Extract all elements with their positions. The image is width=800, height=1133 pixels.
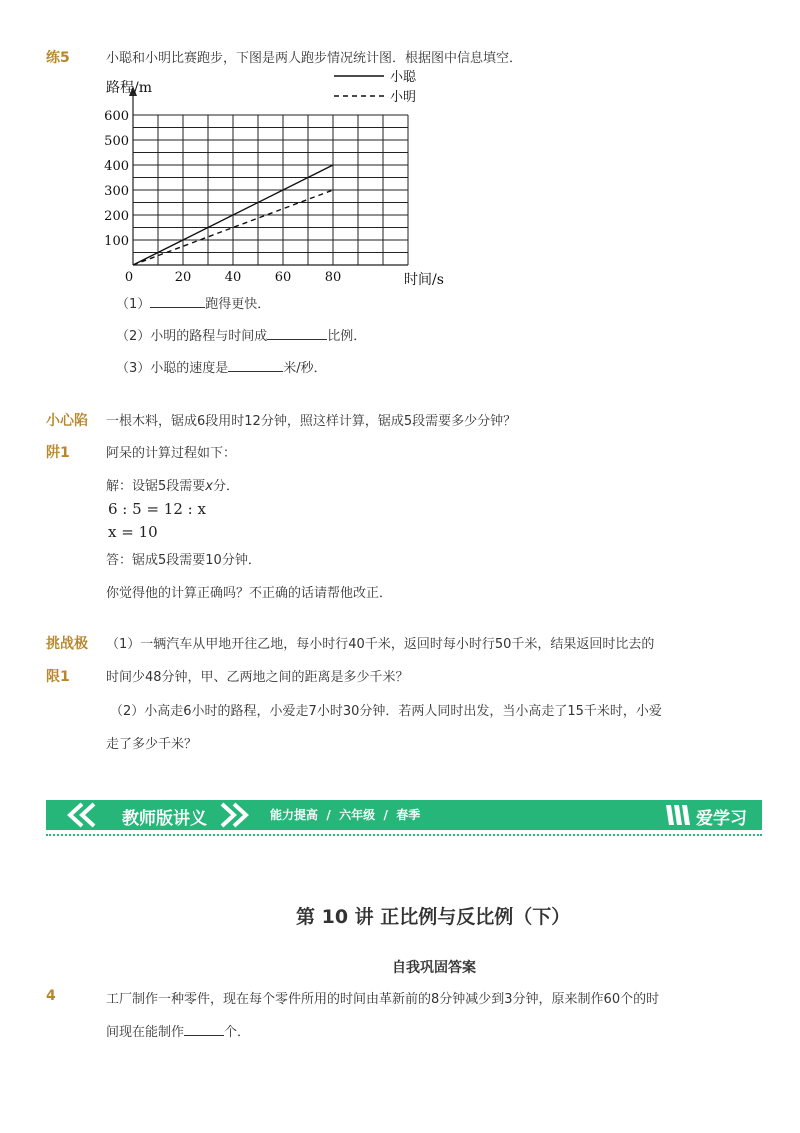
- challenge-part2-line2: 走了多少千米？: [106, 737, 198, 752]
- y-axis-label: 路程/m: [106, 80, 152, 96]
- legend-label-2: 小明: [390, 90, 417, 105]
- lecture-title: 第 10 讲 正比例与反比例（下）: [296, 906, 571, 928]
- y-tick-label: 600: [104, 109, 129, 124]
- question-3: [116, 357, 327, 376]
- breadcrumb-ability: 能力提高: [270, 808, 319, 822]
- lecture-subtitle: 自我巩固答案: [392, 960, 476, 976]
- challenge-part1-line2: 时间少48分钟，甲、乙两地之间的距离是多少千米？: [106, 670, 409, 685]
- question-4-number: 4: [46, 988, 56, 1004]
- question-3-text-a: 小聪的速度是: [150, 361, 229, 376]
- brand-logo-icon: [664, 803, 694, 827]
- x-tick-label: 60: [274, 270, 292, 285]
- exercise-5-prompt: 小聪和小明比赛跑步，下图是两人跑步情况统计图．根据图中信息填空．: [106, 51, 523, 66]
- x-tick-label: 80: [324, 270, 342, 285]
- challenge-part2-line1: （2）小高走6小时的路程，小爱走7小时30分钟．若两人同时出发，当小高走了15千米时，小爱: [110, 704, 662, 719]
- brand-logo-text: 爱学习: [696, 809, 747, 829]
- y-tick-label: 200: [104, 209, 129, 224]
- challenge-tag-line2: 限1: [46, 669, 70, 685]
- trap-solution-variable: x: [205, 479, 213, 494]
- legend-label-1: 小聪: [390, 70, 417, 85]
- breadcrumb-grade: 六年级: [339, 808, 376, 822]
- banner-breadcrumb: [270, 806, 420, 823]
- question-2-number: （2）: [116, 329, 151, 344]
- trap-followup: 你觉得他的计算正确吗？不正确的话请帮他改正．: [106, 586, 393, 601]
- question-1: [116, 293, 270, 312]
- trap-equation-2: x = 10: [108, 523, 158, 541]
- banner-dotted-divider: [46, 834, 762, 836]
- breadcrumb-separator-1: /: [326, 808, 331, 822]
- trap-question: 一根木料，锯成6段用时12分钟，照这样计算，锯成5段需要多少分钟？: [106, 414, 517, 429]
- y-tick-label: 400: [104, 159, 129, 174]
- trap-tag-line1: 小心陷: [46, 413, 88, 429]
- challenge-tag-line1: 挑战极: [46, 636, 88, 652]
- banner-teacher-label: 教师版讲义: [122, 809, 207, 829]
- y-tick-label: 100: [104, 234, 129, 249]
- question-2: [116, 325, 366, 344]
- trap-solution: [106, 475, 239, 494]
- x-axis-label: 时间/s: [404, 272, 444, 288]
- trap-equation-1: 6 : 5 = 12 : x: [108, 500, 206, 518]
- breadcrumb-separator-2: /: [383, 808, 388, 822]
- question-3-text-b: 米/秒．: [283, 361, 327, 376]
- question-4-line2-text: 间现在能制作: [106, 1025, 185, 1040]
- question-2-text-a: 小明的路程与时间成: [150, 329, 268, 344]
- question-4-line2-end: 个．: [224, 1025, 251, 1040]
- y-tick-label: 500: [104, 134, 129, 149]
- trap-tag-line2: 阱1: [46, 445, 70, 461]
- distance-time-chart: [0, 0, 800, 300]
- question-4-line1: 工厂制作一种零件，现在每个零件所用的时间由革新前的8分钟减少到3分钟，原来制作60个的时: [106, 992, 660, 1007]
- question-1-number: （1）: [116, 297, 151, 312]
- y-tick-label: 300: [104, 184, 129, 199]
- answer-blank-1[interactable]: [150, 296, 205, 308]
- breadcrumb-season: 春季: [396, 808, 421, 822]
- answer-blank-3[interactable]: [228, 360, 283, 372]
- exercise-5-tag: 练5: [46, 50, 70, 66]
- question-2-text-b: 比例．: [327, 329, 367, 344]
- answer-blank-2[interactable]: [267, 328, 327, 340]
- trap-solution-text: 解：设锯5段需要: [106, 479, 206, 494]
- trap-solution-unit: 分．: [212, 479, 239, 494]
- trap-answer: 答：锯成5段需要10分钟．: [106, 553, 261, 568]
- origin-label: 0: [124, 270, 134, 285]
- challenge-part1-line1: （1）一辆汽车从甲地开往乙地，每小时行40千米，返回时每小时行50千米，结果返回时比去的: [106, 637, 655, 652]
- question-1-text: 跑得更快．: [205, 297, 271, 312]
- x-tick-label: 40: [224, 270, 242, 285]
- question-3-number: （3）: [116, 361, 151, 376]
- trap-intro: 阿呆的计算过程如下：: [106, 446, 237, 461]
- answer-blank-4[interactable]: [184, 1024, 224, 1036]
- x-tick-label: 20: [174, 270, 192, 285]
- question-4-line2: [106, 1021, 250, 1040]
